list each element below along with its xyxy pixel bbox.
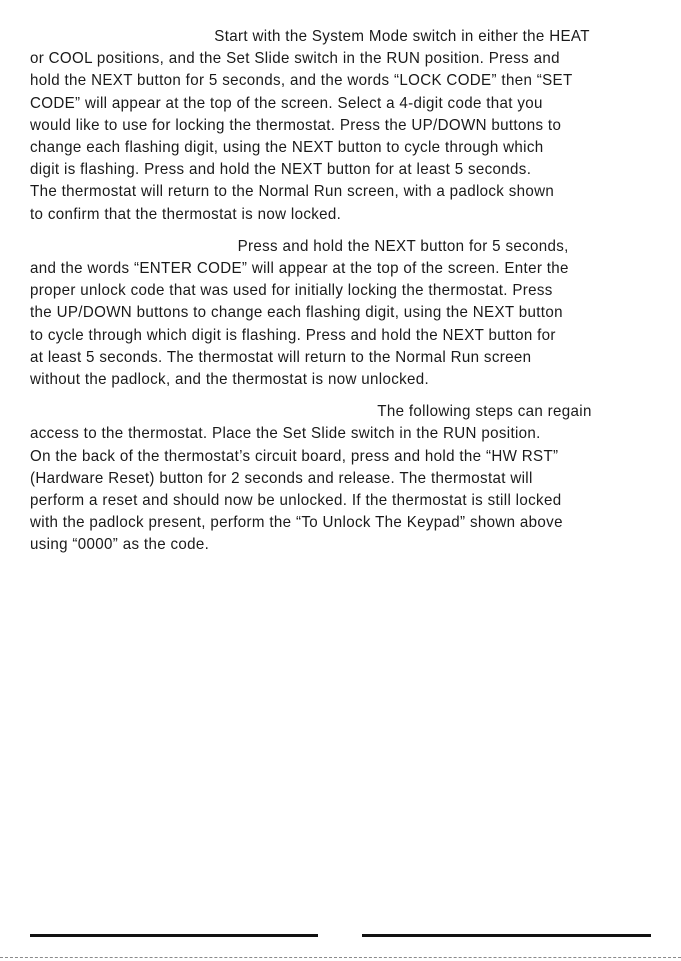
text-line: (Hardware Reset) button for 2 seconds and release. The thermostat will <box>30 469 533 487</box>
document-body <box>30 26 652 567</box>
text-line: to confirm that the thermostat is now locked. <box>30 205 342 223</box>
text-line: without the padlock, and the thermostat is now unlocked. <box>30 371 430 389</box>
text-line: the UP/DOWN buttons to change each flashing digit, using the NEXT button <box>30 304 563 322</box>
text-line: or COOL positions, and the Set Slide switch in the RUN position. Press and <box>30 50 560 68</box>
text-line: with the padlock present, perform the “To Unlock The Keypad” shown above <box>30 514 563 532</box>
page-trim-line <box>0 957 681 958</box>
text-line: The following steps can regain <box>377 403 592 421</box>
text-line: Press and hold the NEXT button for 5 seconds, <box>237 237 569 255</box>
text-line: change each flashing digit, using the NEXT button to cycle through which <box>30 139 544 157</box>
text-line: Start with the System Mode switch in either the HEAT <box>214 28 590 45</box>
text-line: using “0000” as the code. <box>30 536 210 554</box>
hardware-reset-paragraph <box>30 401 652 556</box>
text-line: CODE” will appear at the top of the screen. Select a 4-digit code that you <box>30 94 543 112</box>
text-line: hold the NEXT button for 5 seconds, and the words “LOCK CODE” then “SET <box>30 72 573 90</box>
unlock-keypad-paragraph <box>30 236 652 391</box>
footer-rule-right <box>362 934 651 937</box>
text-line: proper unlock code that was used for initially locking the thermostat. Press <box>30 282 553 300</box>
lock-keypad-paragraph <box>30 26 652 226</box>
text-line: digit is flashing. Press and hold the NEXT button for at least 5 seconds. <box>30 161 532 179</box>
text-line: access to the thermostat. Place the Set Slide switch in the RUN position. <box>30 425 541 443</box>
text-line: On the back of the thermostat’s circuit board, press and hold the “HW RST” <box>30 447 559 465</box>
text-line: at least 5 seconds. The thermostat will return to the Normal Run screen <box>30 348 532 366</box>
text-line: and the words “ENTER CODE” will appear at the top of the screen. Enter the <box>30 260 569 278</box>
text-line: perform a reset and should now be unlocked. If the thermostat is still locked <box>30 492 562 510</box>
text-line: would like to use for locking the thermostat. Press the UP/DOWN buttons to <box>30 116 562 134</box>
text-line: The thermostat will return to the Normal Run screen, with a padlock shown <box>30 183 555 201</box>
text-line: to cycle through which digit is flashing. Press and hold the NEXT button for <box>30 326 556 344</box>
footer-rule-left <box>30 934 318 937</box>
